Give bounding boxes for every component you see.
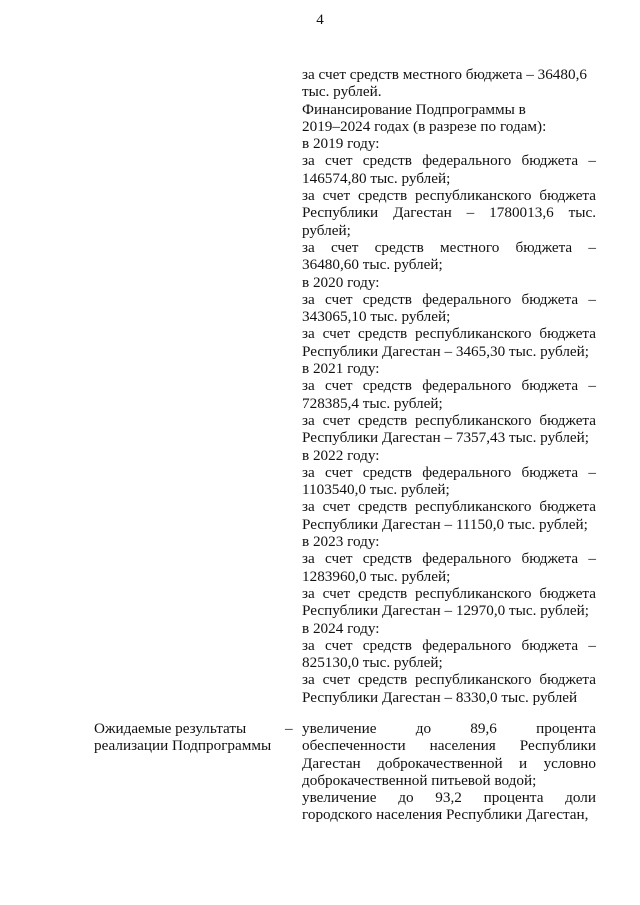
financing-line: 825130,0 тыс. рублей; bbox=[302, 654, 443, 672]
financing-line: 36480,60 тыс. рублей; bbox=[302, 256, 443, 274]
expected-results-section bbox=[302, 720, 596, 824]
results-line: обеспеченности населения Республики bbox=[302, 737, 596, 755]
financing-line: Республики Дагестан – 7357,43 тыс. рублей; bbox=[302, 429, 589, 447]
financing-line: за счет средств республиканского бюджета bbox=[302, 187, 596, 205]
page-number: 4 bbox=[316, 12, 324, 28]
financing-line: за счет средств федерального бюджета – bbox=[302, 550, 596, 568]
financing-line: 1103540,0 тыс. рублей; bbox=[302, 481, 450, 499]
financing-line: 2019–2024 годах (в разрезе по годам): bbox=[302, 117, 547, 135]
financing-line: в 2024 году: bbox=[302, 619, 380, 637]
expected-results-label bbox=[94, 720, 284, 755]
results-line: увеличение до 89,6 процента bbox=[302, 720, 596, 737]
financing-line: за счет средств республиканского бюджета bbox=[302, 671, 596, 689]
financing-line: Республики Дагестан – 11150,0 тыс. рублей; bbox=[302, 515, 588, 533]
financing-section bbox=[302, 66, 596, 706]
results-label-line: Ожидаемые результаты bbox=[94, 720, 247, 737]
financing-line: за счет средств местного бюджета – 36480,6 bbox=[302, 66, 587, 83]
financing-line: за счет средств федерального бюджета – bbox=[302, 377, 596, 395]
financing-line: за счет средств республиканского бюджета bbox=[302, 584, 596, 602]
financing-line: в 2019 году: bbox=[302, 135, 380, 153]
financing-line: Республики Дагестан – 3465,30 тыс. рублей; bbox=[302, 342, 589, 360]
financing-line: в 2023 году: bbox=[302, 533, 380, 551]
financing-line: Республики Дагестан – 8330,0 тыс. рублей bbox=[302, 688, 578, 706]
financing-line: в 2021 году: bbox=[302, 360, 380, 378]
financing-line: за счет средств республиканского бюджета bbox=[302, 498, 596, 516]
financing-line: за счет средств федерального бюджета – bbox=[302, 636, 596, 654]
financing-line: за счет средств федерального бюджета – bbox=[302, 152, 596, 170]
financing-line: в 2022 году: bbox=[302, 446, 380, 464]
financing-line: в 2020 году: bbox=[302, 273, 380, 291]
financing-line: 728385,4 тыс. рублей; bbox=[302, 394, 443, 412]
financing-line: рублей; bbox=[302, 221, 351, 239]
financing-line: за счет средств республиканского бюджета bbox=[302, 325, 596, 343]
financing-line: 146574,80 тыс. рублей; bbox=[302, 169, 451, 187]
financing-line: за счет средств федерального бюджета – bbox=[302, 290, 596, 308]
financing-line: за счет средств федерального бюджета – bbox=[302, 463, 596, 481]
financing-line: 1283960,0 тыс. рублей; bbox=[302, 567, 451, 585]
results-line: городского населения Республики Дагестан, bbox=[302, 806, 589, 824]
results-dash: – bbox=[285, 720, 293, 737]
financing-line: Республики Дагестан – 12970,0 тыс. рублей; bbox=[302, 602, 589, 620]
results-line: доброкачественной питьевой водой; bbox=[302, 771, 537, 789]
financing-line: 343065,10 тыс. рублей; bbox=[302, 308, 451, 326]
financing-line: тыс. рублей. bbox=[302, 83, 382, 101]
financing-line: Финансирование Подпрограммы в bbox=[302, 100, 526, 118]
results-line: Дагестан доброкачественной и условно bbox=[302, 754, 596, 772]
financing-line: Республики Дагестан – 1780013,6 тыс. bbox=[302, 204, 596, 222]
results-line: увеличение до 93,2 процента доли bbox=[302, 789, 596, 807]
results-label-line: реализации Подпрограммы bbox=[94, 737, 272, 755]
financing-line: за счет средств местного бюджета – bbox=[302, 238, 596, 256]
financing-line: за счет средств республиканского бюджета bbox=[302, 411, 596, 429]
